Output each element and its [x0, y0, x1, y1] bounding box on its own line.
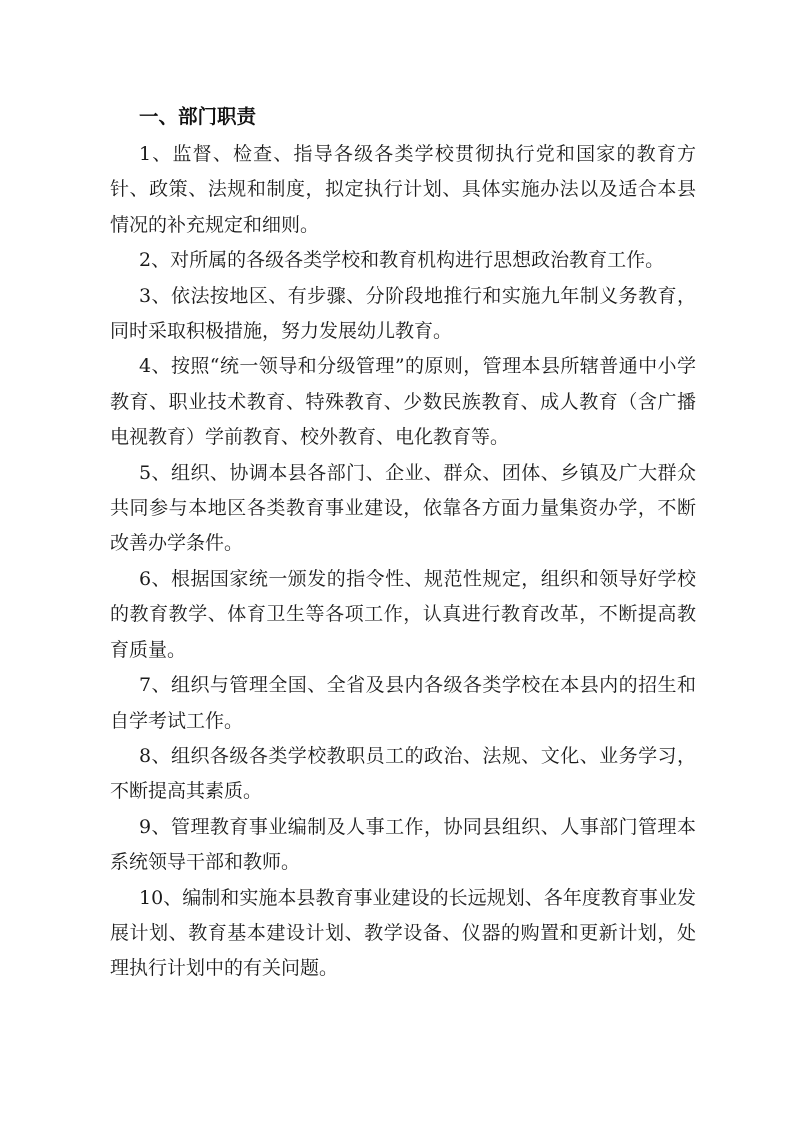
duty-item-6: 6、根据国家统一颁发的指令性、规范性规定，组织和领导好学校的教育教学、体育卫生等各项工作，认真进行教育改革，不断提高教育质量。	[110, 567, 696, 661]
duty-item-10: 10、编制和实施本县教育事业建设的长远规划、各年度教育事业发展计划、教育基本建设计划、教学设备、仪器的购置和更新计划，处理执行计划中的有关问题。	[110, 886, 696, 980]
duty-item-1: 1、监督、检查、指导各级各类学校贯彻执行党和国家的教育方针、政策、法规和制度，拟定执行计划、具体实施办法以及适合本县情况的补充规定和细则。	[110, 143, 696, 236]
section-heading: 一、部门职责	[139, 105, 257, 128]
duty-item-5: 5、组织、协调本县各部门、企业、群众、团体、乡镇及广大群众共同参与本地区各类教育事业建设，依靠各方面力量集资办学，不断改善办学条件。	[110, 461, 696, 555]
duty-item-4: 4、按照“统一领导和分级管理”的原则，管理本县所辖普通中小学教育、职业技术教育、特殊教育、少数民族教育、成人教育（含广播电视教育）学前教育、校外教育、电化教育等。	[110, 355, 696, 449]
duty-item-9: 9、管理教育事业编制及人事工作，协同县组织、人事部门管理本系统领导干部和教师。	[110, 815, 696, 874]
duty-item-2: 2、对所属的各级各类学校和教育机构进行思想政治教育工作。	[139, 249, 665, 272]
document-body	[110, 97, 696, 987]
duty-item-7: 7、组织与管理全国、全省及县内各级各类学校在本县内的招生和自学考试工作。	[110, 674, 696, 732]
duty-item-3: 3、依法按地区、有步骤、分阶段地推行和实施九年制义务教育，同时采取积极措施，努力发展幼儿教育。	[110, 284, 696, 343]
duty-item-8: 8、组织各级各类学校教职员工的政治、法规、文化、业务学习，不断提高其素质。	[110, 744, 696, 803]
